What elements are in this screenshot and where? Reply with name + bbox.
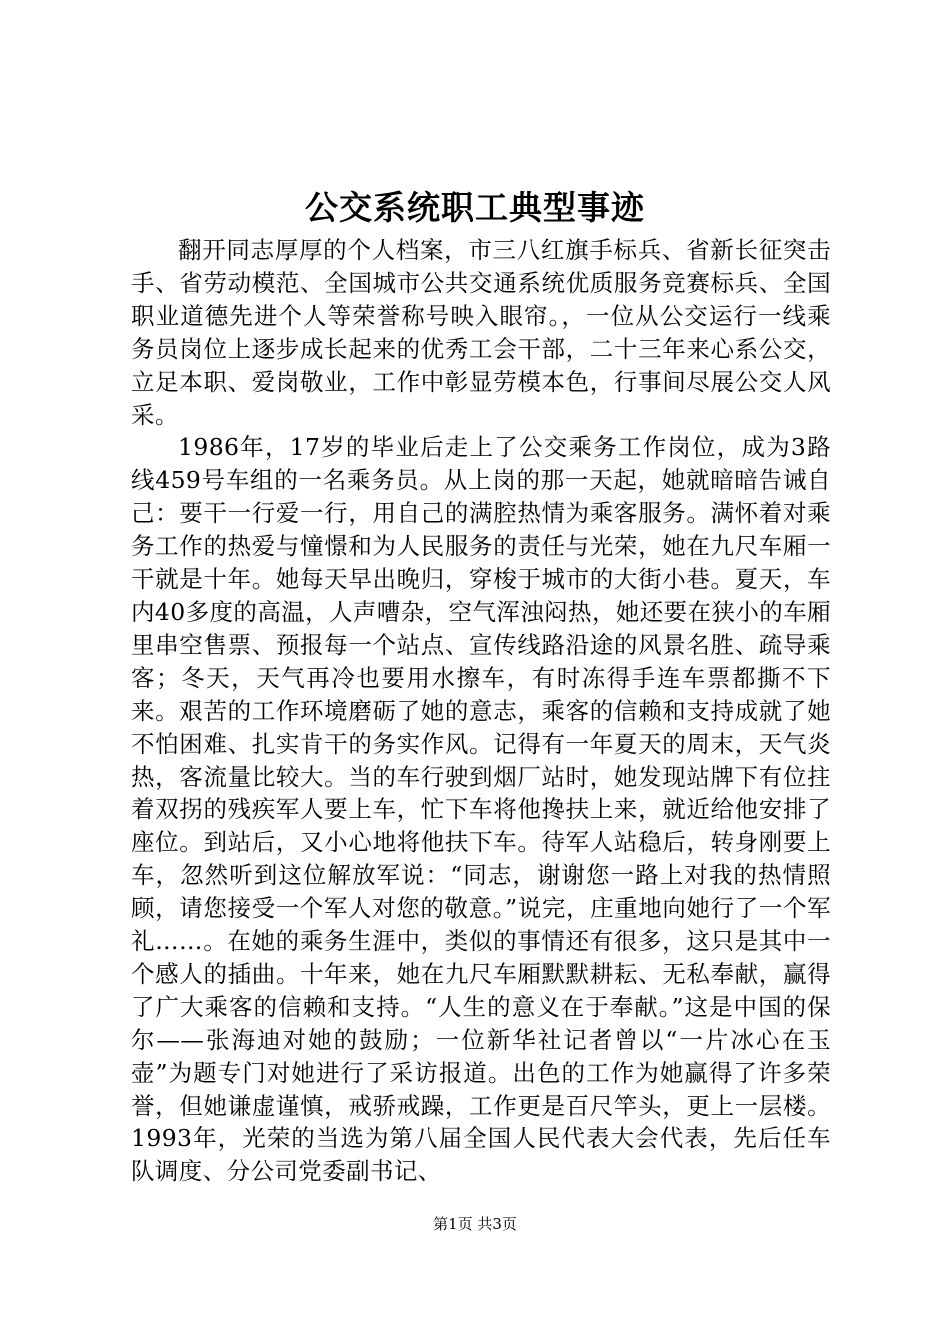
page-footer: 第1页 共3页 [433, 1215, 517, 1233]
document-body [131, 234, 831, 1188]
body-paragraph-1: 翻开同志厚厚的个人档案，市三八红旗手标兵、省新长征突击手、省劳动模范、全国城市公共交通系统优质服务竞赛标兵、全国职业道德先进个人等荣誉称号映入眼帘。，一位从公交运行一线乘务员岗位上逐步成长起来的优秀工会干部，二十三年来心系公交，立足本职、爱岗敬业，工作中彰显劳模本色，行事间尽展公交人风采。 [131, 236, 831, 429]
body-paragraph-2: 1986年，17岁的毕业后走上了公交乘务工作岗位，成为3路线459号车组的一名乘务员。从上岗的那一天起，她就暗暗告诫自己：要干一行爱一行，用自己的满腔热情为乘客服务。满怀着对乘务工作的热爱与憧憬和为人民服务的责任与光荣，她在九尺车厢一干就是十年。她每天早出晚归，穿梭于城市的大街小巷。夏天，车内40多度的高温，人声嘈杂，空气浑浊闷热，她还要在狭小的车厢里串空售票、预报每一个站点、宣传线路沿途的风景名胜、疏导乘客；冬天，天气再冷也要用水擦车，有时冻得手连车票都撕不下来。艰苦的工作环境磨砺了她的意志，乘客的信赖和支持成就了她不怕困难、扎实肯干的务实作风。记得有一年夏天的周末，天气炎热，客流量比较大。当的车行驶到烟厂站时，她发现站牌下有位拄着双拐的残疾军人要上车，忙下车将他搀扶上来，就近给他安排了座位。到站后，又小心地将他扶下车。待军人站稳后，转身刚要上车，忽然听到这位解放军说：“同志，谢谢您一路上对我的热情照顾，请您接受一个军人对您的敬意。”说完，庄重地向她行了一个军礼……。在她的乘务生涯中，类似的事情还有很多，这只是其中一个感人的插曲。十年来，她在九尺车厢默默耕耘、无私奉献，赢得了广大乘客的信赖和支持。“人生的意义在于奉献。”这是中国的保尔——张海迪对她的鼓励；一位新华社记者曾以“一片冰心在玉壶”为题专门对她进行了采访报道。出色的工作为她赢得了许多荣誉，但她谦虚谨慎，戒骄戒躁，工作更是百尺竿头，更上一层楼。1993年，光荣的当选为第八届全国人民代表大会代表，先后任车队调度、分公司党委副书记、 [131, 433, 831, 1186]
document-title: 公交系统职工典型事迹 [305, 188, 645, 227]
